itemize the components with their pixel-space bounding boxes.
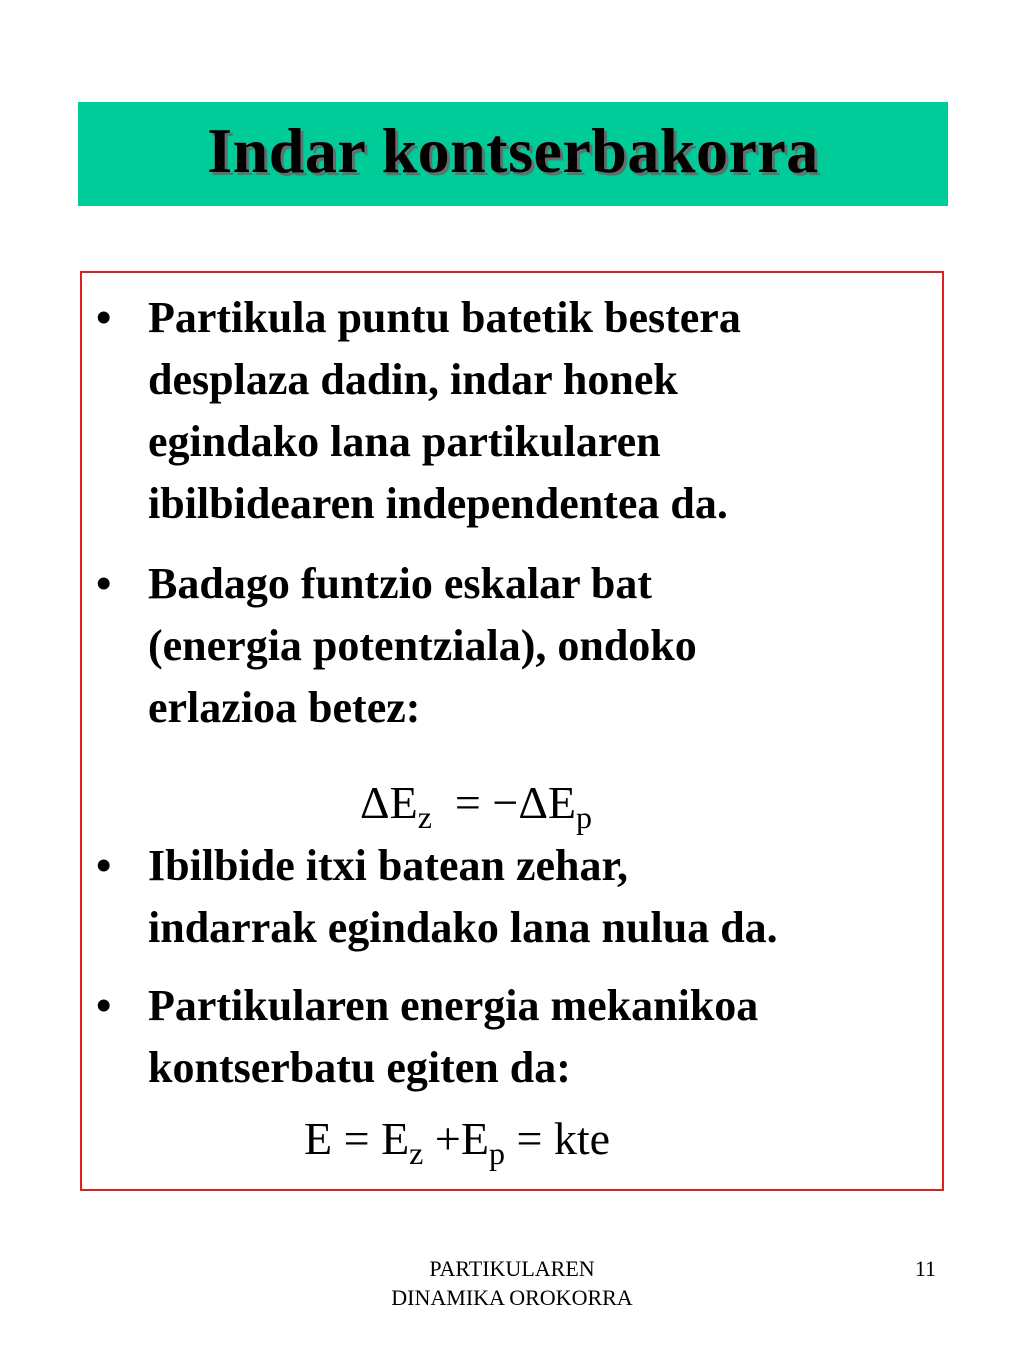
bullet-line: Ibilbide itxi batean zehar, — [148, 841, 628, 890]
minus-sign: − — [492, 777, 519, 828]
footer-title — [312, 1254, 712, 1312]
equals-sign: = — [343, 1113, 370, 1164]
footer-line: PARTIKULAREN — [429, 1256, 595, 1281]
bullet-text — [148, 553, 938, 739]
energy-symbol: E — [381, 1113, 410, 1164]
delta-symbol: Δ — [360, 777, 390, 828]
footer-line: DINAMIKA OROKORRA — [391, 1285, 633, 1310]
energy-symbol: E — [460, 1113, 489, 1164]
subscript-p: p — [576, 799, 593, 835]
bullet-line: erlazioa betez: — [148, 683, 421, 732]
bullet-line: Partikula puntu batetik bestera — [148, 293, 741, 342]
bullet-dot-icon: • — [96, 981, 112, 1030]
formula-energy-relation — [360, 773, 592, 833]
bullet-dot-icon: • — [96, 559, 112, 608]
equals-sign: = — [516, 1113, 543, 1164]
energy-symbol: E — [304, 1113, 333, 1164]
bullet-dot-icon: • — [96, 841, 112, 890]
bullet-text — [148, 287, 938, 535]
content-box — [80, 271, 944, 1191]
bullet-line: ibilbidearen independentea da. — [148, 479, 728, 528]
title-banner — [78, 102, 948, 206]
bullet-text — [148, 975, 938, 1099]
slide-title: Indar kontserbakorra — [207, 115, 819, 186]
subscript-z: z — [409, 1135, 424, 1171]
bullet-line: desplaza dadin, indar honek — [148, 355, 678, 404]
plus-sign: + — [434, 1113, 461, 1164]
bullet-dot-icon: • — [96, 293, 112, 342]
energy-symbol: E — [547, 777, 577, 828]
subscript-z: z — [417, 799, 432, 835]
equals-sign: = — [454, 777, 481, 828]
bullet-line: kontserbatu egiten da: — [148, 1043, 571, 1092]
bullet-text — [148, 835, 938, 959]
bullet-line: (energia potentziala), ondoko — [148, 621, 697, 670]
bullet-line: indarrak egindako lana nulua da. — [148, 903, 778, 952]
subscript-p: p — [488, 1135, 505, 1171]
formula-mechanical-energy — [304, 1109, 610, 1169]
bullet-line: Badago funtzio eskalar bat — [148, 559, 653, 608]
energy-symbol: E — [389, 777, 418, 828]
constant-label: kte — [553, 1113, 611, 1164]
delta-symbol: Δ — [518, 777, 548, 828]
bullet-line: egindako lana partikularen — [148, 417, 661, 466]
bullet-line: Partikularen energia mekanikoa — [148, 981, 759, 1030]
page-number: 11 — [914, 1256, 936, 1281]
